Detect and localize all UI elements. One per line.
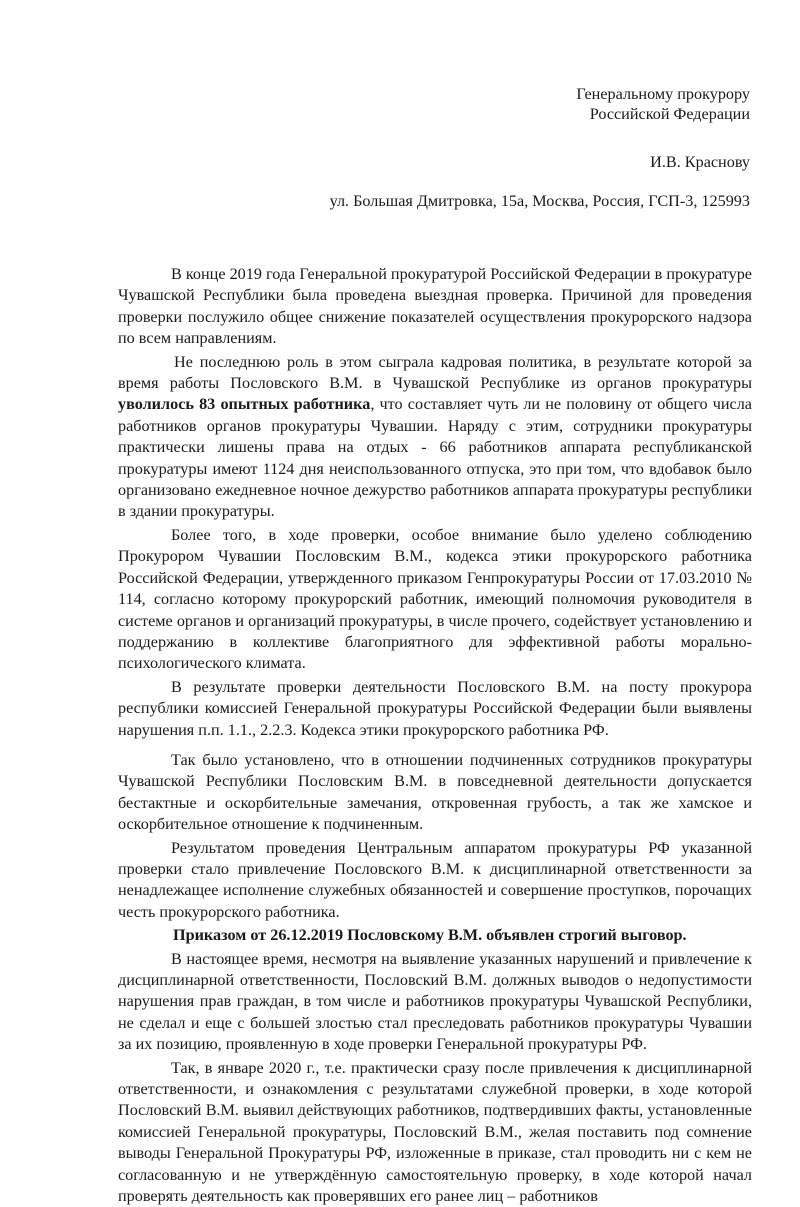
- addressee-name: И.В. Краснову: [650, 153, 750, 171]
- addressee-block: [330, 84, 750, 211]
- paragraph-persecution: В настоящее время, несмотря на выявление указанных нарушений и привлечение к дисциплинарной ответственности, Пословский В.М. должных выводов о недопустимости нарушения прав граждан, в том числе и работников прокуратуры Чувашской Республики, не сделал и еще с большей злостью стал преследовать работников прокуратуры Чувашии за их позицию, проявленную в ходе проверки Генеральной прокуратуры РФ.: [118, 949, 752, 1054]
- paragraph-disciplinary: Результатом проведения Центральным аппаратом прокуратуры РФ указанной проверки стало привлечение Пословского В.М. к дисциплинарной ответственности за ненадлежащее исполнение служебных обязанностей и совершение проступков, порочащих честь прокурорского работника.: [118, 838, 752, 921]
- paragraph-personnel-text-b: , что составляет чуть ли не половину от общего числа работников органов прокуратуры Чувашии. Наряду с этим, сотрудники прокуратуры практически лишены права на отдых - 66 работников аппарата республиканской прокуратуры имеют 1124 дня неиспользованного отпуска, это при том, что вдобавок было организовано ежедневное ночное дежурство работников аппарата прокуратуры республики в здании прокуратуры.: [118, 395, 752, 521]
- paragraph-ethics-code: Более того, в ходе проверки, особое внимание было уделено соблюдению Прокурором Чувашии Пословским В.М., кодекса этики прокурорского работника Российской Федерации, утвержденного приказом Генпрокуратуры России от 17.03.2010 № 114, согласно которому прокурорский работник, имеющий полномочия руководителя в системе органов и организаций прокуратуры, в числе прочего, содействует установлению и поддержанию в коллективе благоприятного для эффективной работы морально-психологического климата.: [118, 525, 752, 673]
- addressee-title-country: Российской Федерации: [589, 105, 750, 123]
- paragraph-rudeness: Так было установлено, что в отношении подчиненных сотрудников прокуратуры Чувашской Республики Пословским В.М. в повседневной деятельности допускается бестактные и оскорбительные замечания, откровенная грубость, а так же хамское и оскорбительное отношение к подчиненным.: [118, 750, 752, 834]
- paragraph-violations-found: В результате проверки деятельности Пословского В.М. на посту прокурора республики комиссией Генеральной прокуратуры Российской Федерации были выявлены нарушения п.п. 1.1., 2.2.3. Кодекса этики прокурорского работника РФ.: [118, 677, 752, 739]
- paragraph-reprimand-order: Приказом от 26.12.2019 Пословскому В.М. объявлен строгий выговор.: [173, 926, 687, 945]
- addressee-title: Генеральному прокурору: [576, 85, 750, 103]
- paragraph-own-inspection: Так, в январе 2020 г., т.е. практически сразу после привлечения к дисциплинарной ответственности, и ознакомления с результатами служебной проверки, в ходе которой Пословский В.М. выявил действующих работников, подтвердивших факты, установленные комиссией Генеральной прокуратуры, Пословский В.М., желая поставить под сомнение выводы Генеральной Прокуратуры РФ, изложенные в приказе, стал проводить ни с кем не согласованную и не утверждённую самостоятельную проверку, в ходе которой начал проверять деятельность как проверявших его ранее лиц – работников: [118, 1058, 752, 1206]
- paragraph-personnel-policy: [118, 352, 752, 523]
- paragraph-personnel-highlight: уволилось 83 опытных работника: [118, 395, 371, 414]
- paragraph-inspection: В конце 2019 года Генеральной прокуратурой Российской Федерации в прокуратуре Чувашской Республики была проведена выездная проверка. Причиной для проведения проверки послужило общее снижение показателей осуществления прокурорского надзора по всем направлениям.: [118, 265, 752, 348]
- addressee-address: ул. Большая Дмитровка, 15а, Москва, Россия, ГСП-3, 125993: [329, 192, 750, 210]
- paragraph-personnel-text-a: Не последнюю роль в этом сыграла кадровая политика, в результате которой за время работы Пословского В.М. в Чувашской Республике из органов прокуратуры: [118, 352, 752, 393]
- letter-body: [118, 264, 752, 1207]
